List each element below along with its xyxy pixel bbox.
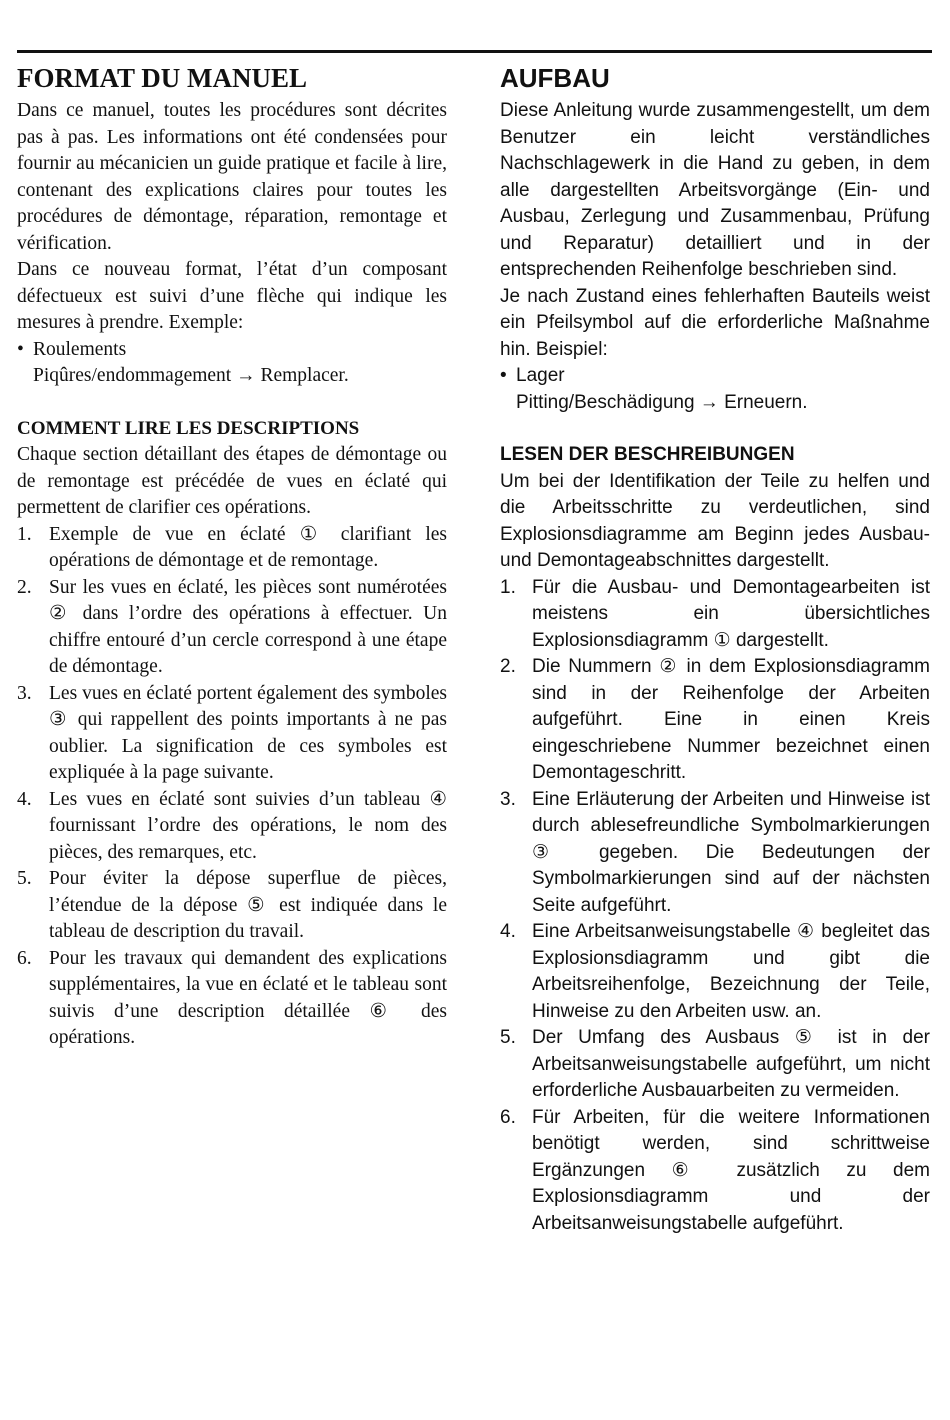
list-item-text: Pour éviter la dépose superflue de pièces, l’étendue de la dépose ⑤ est indiquée dans le tableau de description du travail. <box>49 868 447 942</box>
french-steps-list <box>17 522 447 1052</box>
german-bullet-item: Lager <box>516 365 565 386</box>
list-item-number: 5. <box>17 868 32 889</box>
bullet-icon: • <box>500 365 507 386</box>
german-section-title: LESEN DER BESCHREIBUNGEN <box>500 444 795 465</box>
french-bullet <box>17 337 447 364</box>
list-item <box>500 1025 930 1105</box>
german-intro: Diese Anleitung wurde zusammengestellt, um dem Benutzer ein leicht verständliches Nachschlagewerk in die Hand zu geben, in dem alle dargestellten Arbeitsvorgänge (Ein- und Ausbau, Zerlegung und Zusammenbau, Prüfung und Reparatur) detailliert und in der entsprechenden Reihenfolge beschrieben sind. <box>500 100 930 280</box>
list-item-number: 6. <box>500 1106 516 1128</box>
list-item-text: Exemple de vue en éclaté ① clarifiant les opérations de démontage et de remontage. <box>49 523 447 571</box>
list-item-number: 4. <box>17 788 32 810</box>
french-title: FORMAT DU MANUEL <box>17 63 307 93</box>
list-item-number: 3. <box>17 682 32 704</box>
list-item-number: 3. <box>500 788 516 810</box>
list-item <box>17 946 447 1052</box>
french-section-title: COMMENT LIRE LES DESCRIPTIONS <box>17 417 360 439</box>
list-item <box>17 681 447 787</box>
french-intro: Dans ce manuel, toutes les procédures sont décrites pas à pas. Les informations ont été condensées pour fournir au mécanicien un guide pratique et facile à lire, contenant des explications claires pour toutes les procédures de démontage, réparation, remontage et vérification. <box>17 100 447 254</box>
german-bullet <box>500 363 930 390</box>
list-item-text: Eine Erläuterung der Arbeiten und Hinweise ist durch ablesefreundliche Symbolmarkierungen ③ gegeben. Die Bedeutungen der Symbolmarkierungen sind auf der nächsten Seite aufgeführt. <box>532 788 930 916</box>
list-item <box>500 575 930 655</box>
list-item-text: Die Nummern ② in dem Explosionsdiagramm sind in der Reihenfolge der Arbeiten aufgeführt. Eine in einen Kreis eingeschriebene Nummer bezeichnet einen Demontageschritt. <box>532 656 930 783</box>
list-item <box>500 654 930 787</box>
french-bullet-example: Piqûres/endommagement → Remplacer. <box>33 365 349 386</box>
list-item <box>17 787 447 867</box>
german-section-intro: Um bei der Identifikation der Teile zu helfen und die Arbeitsschritte zu verdeutlichen, sind Explosionsdiagramme am Beginn jedes Ausbau- und Demontageabschnittes dargestellt. <box>500 470 930 571</box>
german-column <box>500 58 930 1237</box>
list-item-text: Les vues en éclaté sont suivies d’un tableau ④ fournissant l’ordre des opérations, le nom des pièces, des remarques, etc. <box>49 788 447 863</box>
german-bullet-example: Pitting/Beschädigung → Erneuern. <box>516 391 808 413</box>
german-steps-list <box>500 575 930 1238</box>
list-item <box>500 1105 930 1238</box>
list-item-number: 2. <box>17 576 32 598</box>
french-intro-2: Dans ce nouveau format, l’état d’un composant défectueux est suivi d’une flèche qui indique les mesures à prendre. Exemple: <box>17 259 447 333</box>
list-item-number: 4. <box>500 921 516 942</box>
german-intro-2: Je nach Zustand eines fehlerhaften Bauteils weist ein Pfeilsymbol auf die erforderliche Maßnahme hin. Beispiel: <box>500 285 930 360</box>
list-item-text: Eine Arbeitsanweisungstabelle ④ begleitet das Explosionsdiagramm und gibt die Arbeitsreihenfolge, Bezeichnung der Teile, Hinweise zu den Arbeiten usw. an. <box>532 921 930 1022</box>
list-item <box>17 866 447 946</box>
list-item-number: 5. <box>500 1027 516 1048</box>
list-item <box>17 522 447 575</box>
list-item-text: Sur les vues en éclaté, les pièces sont numérotées ② dans l’ordre des opérations à effectuer. Un chiffre entouré d’un cercle correspond à une étape de démontage. <box>49 576 447 677</box>
list-item-number: 1. <box>17 523 32 545</box>
list-item-number: 2. <box>500 656 516 677</box>
list-item-text: Für Arbeiten, für die weitere Informationen benötigt werden, sind schrittweise Ergänzungen ⑥ zusätzlich zu dem Explosionsdiagramm und der Arbeitsanweisungstabelle aufgeführt. <box>532 1106 930 1234</box>
list-item-text: Pour les travaux qui demandent des explications supplémentaires, la vue en éclaté et le tableau sont suivis d’une description détaillée ⑥ des opérations. <box>49 947 447 1048</box>
list-item-text: Les vues en éclaté portent également des symboles ③ qui rappellent des points importants à ne pas oublier. La signification de ces symboles est expliquée à la page suivante. <box>49 682 447 783</box>
german-title: AUFBAU <box>500 63 610 93</box>
top-rule <box>17 50 932 53</box>
list-item <box>500 787 930 920</box>
french-section-intro: Chaque section détaillant des étapes de démontage ou de remontage est précédée de vues en éclaté qui permettent de clarifier ces opérations. <box>17 444 447 518</box>
list-item-number: 6. <box>17 947 32 969</box>
bullet-icon: • <box>17 338 24 360</box>
list-item-text: Für die Ausbau- und Demontagearbeiten ist meistens ein übersichtliches Explosionsdiagramm ① dargestellt. <box>532 576 930 651</box>
list-item <box>500 919 930 1025</box>
list-item-text: Der Umfang des Ausbaus ⑤ ist in der Arbeitsanweisungstabelle aufgeführt, um nicht erforderliche Ausbauarbeiten zu vermeiden. <box>532 1027 930 1101</box>
list-item-number: 1. <box>500 576 516 598</box>
french-column <box>17 58 447 1052</box>
french-bullet-item: Roulements <box>33 338 127 360</box>
list-item <box>17 575 447 681</box>
